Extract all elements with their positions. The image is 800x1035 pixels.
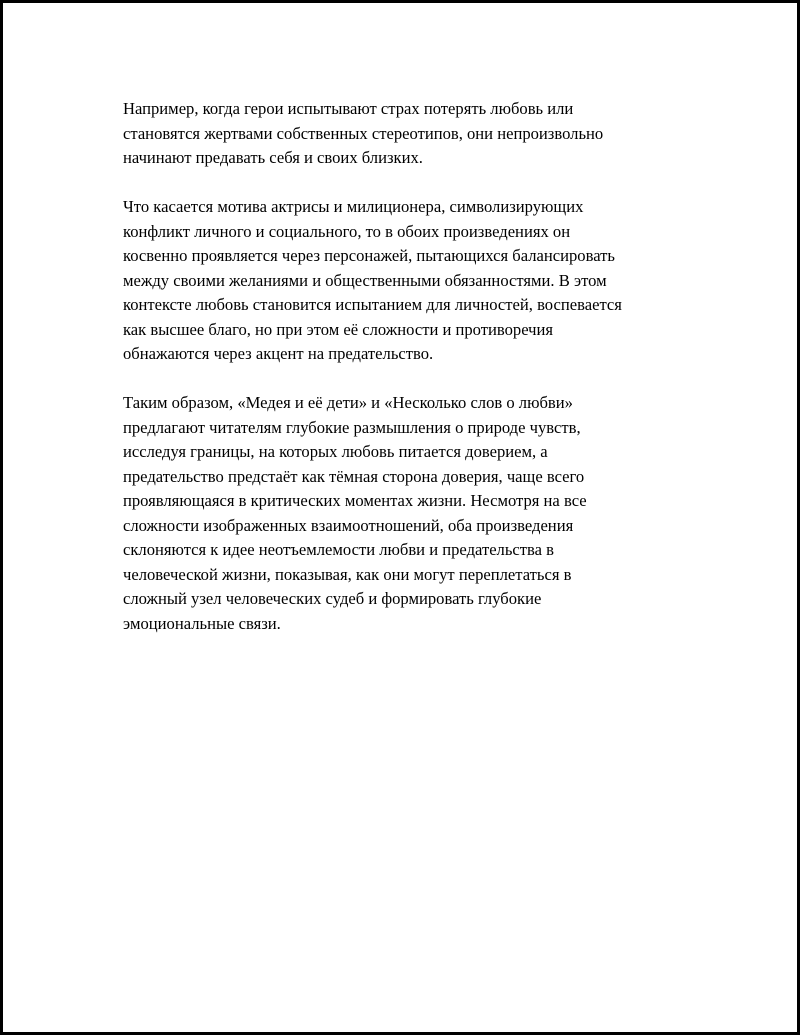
text-line: между своими желаниями и общественными обязанностями. В этом <box>123 270 607 290</box>
text-line: сложный узел человеческих судеб и формировать глубокие <box>123 589 542 608</box>
text-line: проявляющаяся в критических моментах жизни. Несмотря на все <box>123 491 587 510</box>
text-line: начинают предавать себя и своих близких. <box>123 148 423 167</box>
text-line: Что касается мотива актрисы и милиционера, символизирующих <box>123 197 584 216</box>
text-line: человеческой жизни, показывая, как они могут переплетаться в <box>123 564 572 584</box>
text-line: предательство предстаёт как тёмная сторона доверия, чаще всего <box>123 466 585 486</box>
paragraph-2 <box>123 195 683 367</box>
text-line: контексте любовь становится испытанием для личностей, воспевается <box>123 295 622 314</box>
text-line: как высшее благо, но при этом её сложности и противоречия <box>123 319 554 339</box>
text-line: косвенно проявляется через персонажей, пытающихся балансировать <box>123 246 615 265</box>
document-body <box>123 97 683 661</box>
text-line: предлагают читателям глубокие размышления о природе чувств, <box>123 417 581 437</box>
text-line: склоняются к идее неотъемлемости любви и предательства в <box>123 540 554 559</box>
text-line: сложности изображенных взаимоотношений, оба произведения <box>123 515 574 535</box>
text-line: конфликт личного и социального, то в обоих произведениях он <box>123 221 571 241</box>
paragraph-3 <box>123 391 683 636</box>
text-line: становятся жертвами собственных стереотипов, они непроизвольно <box>123 123 604 143</box>
paragraph-1 <box>123 97 683 171</box>
text-line: исследуя границы, на которых любовь питается доверием, а <box>123 442 548 461</box>
text-line: Например, когда герои испытывают страх потерять любовь или <box>123 99 574 118</box>
text-line: эмоциональные связи. <box>123 613 281 633</box>
text-line: обнажаются через акцент на предательство. <box>123 344 434 363</box>
text-line: Таким образом, «Медея и её дети» и «Несколько слов о любви» <box>123 393 573 412</box>
